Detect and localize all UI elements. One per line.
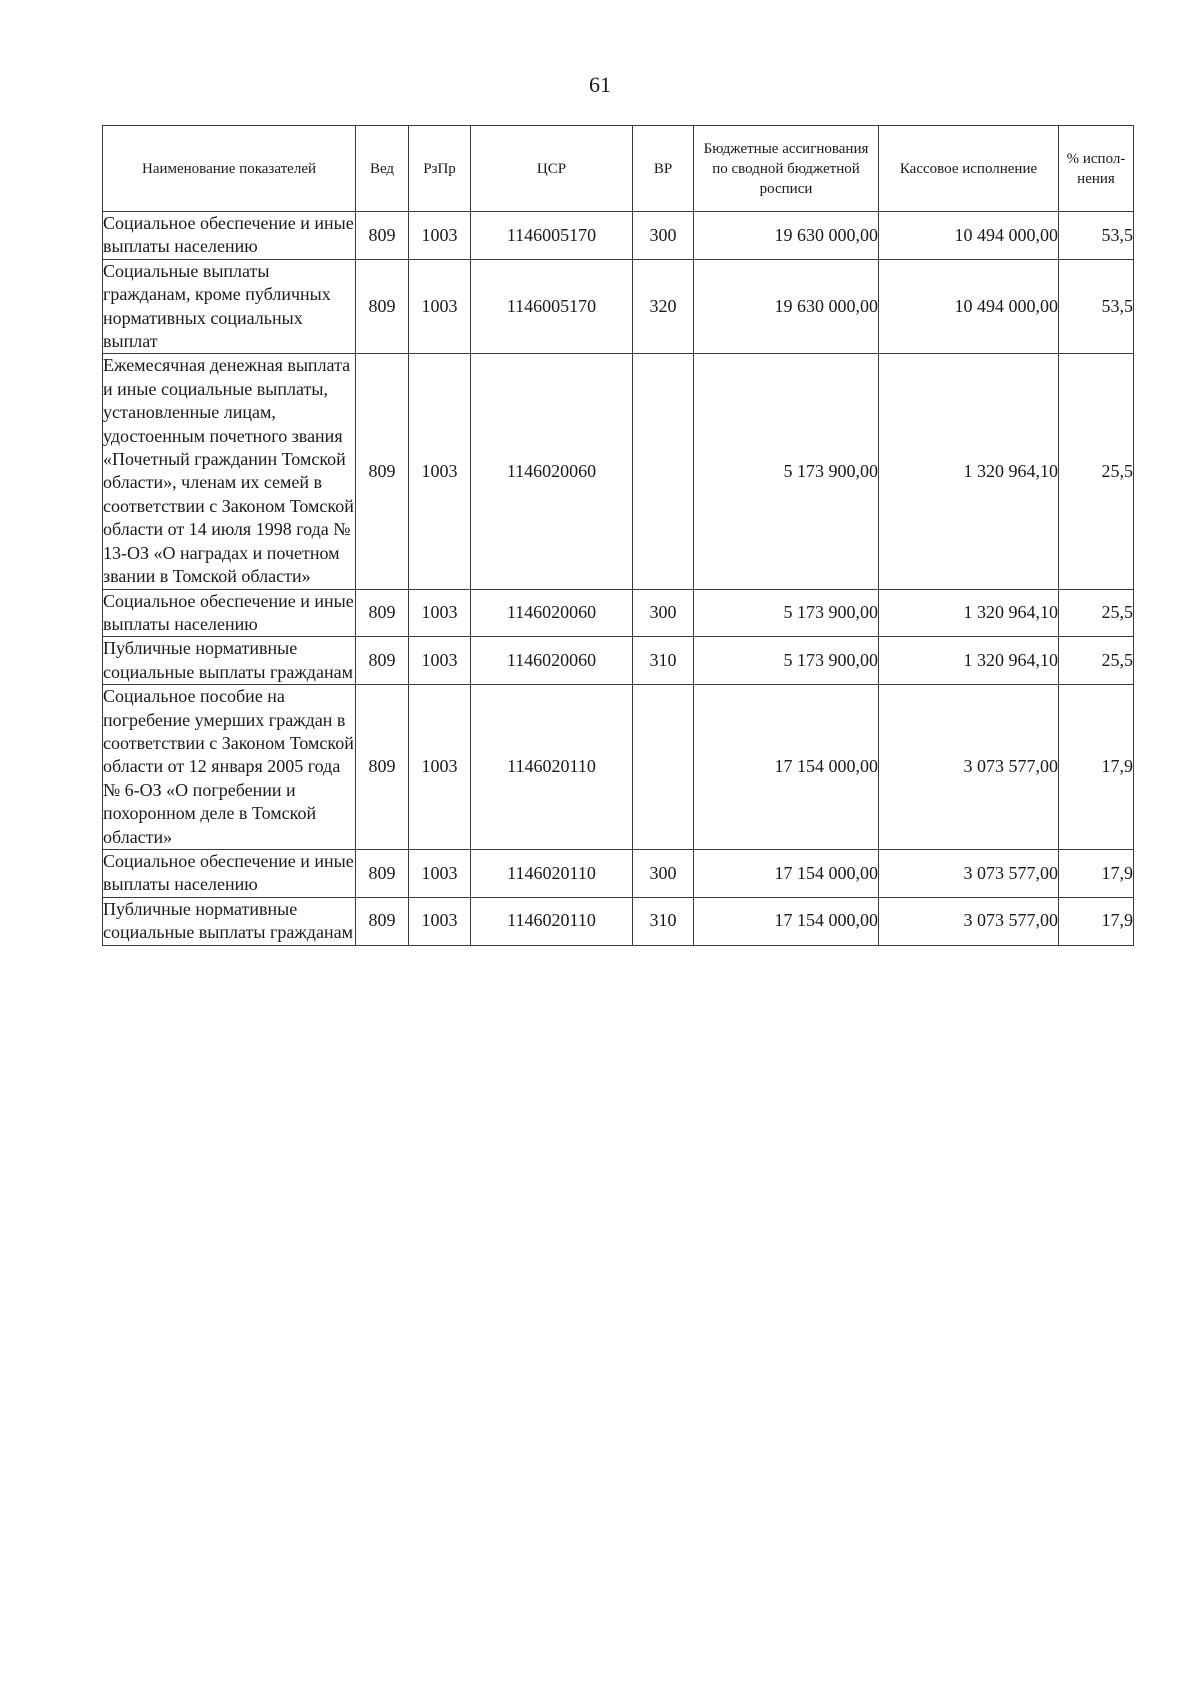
row-cash: 10 494 000,00: [879, 212, 1059, 260]
row-name: Публичные нормативные социальные выплаты гражданам: [103, 637, 356, 685]
table-row: [103, 354, 1134, 589]
row-csr: 1146005170: [471, 259, 633, 354]
page-number: 61: [589, 72, 611, 97]
row-vr: 300: [633, 849, 694, 897]
row-ved: 809: [356, 589, 409, 637]
row-rzpr: 1003: [409, 897, 471, 945]
row-cash: 3 073 577,00: [879, 897, 1059, 945]
row-rzpr: 1003: [409, 354, 471, 589]
row-rzpr: 1003: [409, 637, 471, 685]
row-vr: 320: [633, 259, 694, 354]
header-csr: ЦСР: [471, 126, 633, 212]
row-ved: 809: [356, 849, 409, 897]
row-percent: 17,9: [1059, 685, 1134, 850]
row-name: Публичные нормативные социальные выплаты гражданам: [103, 897, 356, 945]
row-csr: 1146020060: [471, 637, 633, 685]
row-budget: 5 173 900,00: [694, 354, 879, 589]
row-ved: 809: [356, 354, 409, 589]
header-name: Наименование показателей: [103, 126, 356, 212]
header-vr: ВР: [633, 126, 694, 212]
row-percent: 25,5: [1059, 637, 1134, 685]
table-row: [103, 589, 1134, 637]
row-vr: 300: [633, 212, 694, 260]
row-vr: 310: [633, 637, 694, 685]
row-rzpr: 1003: [409, 259, 471, 354]
row-name: Социальное обеспечение и иные выплаты населению: [103, 849, 356, 897]
row-ved: 809: [356, 897, 409, 945]
table-row: [103, 212, 1134, 260]
row-budget: 17 154 000,00: [694, 897, 879, 945]
header-cash: Кассовое исполнение: [879, 126, 1059, 212]
row-cash: 1 320 964,10: [879, 589, 1059, 637]
row-percent: 25,5: [1059, 354, 1134, 589]
row-ved: 809: [356, 685, 409, 850]
row-cash: 3 073 577,00: [879, 685, 1059, 850]
row-name: Социальные выплаты гражданам, кроме публичных нормативных социальных выплат: [103, 259, 356, 354]
table-header: [103, 126, 1134, 212]
row-csr: 1146020110: [471, 897, 633, 945]
row-vr: 310: [633, 897, 694, 945]
row-ved: 809: [356, 259, 409, 354]
row-percent: 25,5: [1059, 589, 1134, 637]
row-ved: 809: [356, 212, 409, 260]
header-rzpr: РзПр: [409, 126, 471, 212]
row-cash: 1 320 964,10: [879, 354, 1059, 589]
row-percent: 17,9: [1059, 897, 1134, 945]
table-row: [103, 637, 1134, 685]
header-percent: % испол-нения: [1059, 126, 1134, 212]
row-budget: 19 630 000,00: [694, 259, 879, 354]
row-cash: 10 494 000,00: [879, 259, 1059, 354]
header-budget: Бюджетные ассигнования по сводной бюджетной росписи: [694, 126, 879, 212]
row-vr: [633, 685, 694, 850]
row-percent: 53,5: [1059, 259, 1134, 354]
row-vr: [633, 354, 694, 589]
row-name: Социальное обеспечение и иные выплаты населению: [103, 212, 356, 260]
row-csr: 1146020110: [471, 849, 633, 897]
row-csr: 1146020060: [471, 589, 633, 637]
row-cash: 3 073 577,00: [879, 849, 1059, 897]
row-cash: 1 320 964,10: [879, 637, 1059, 685]
table-row: [103, 897, 1134, 945]
budget-execution-table: [102, 125, 1134, 946]
row-budget: 17 154 000,00: [694, 849, 879, 897]
table-row: [103, 259, 1134, 354]
row-rzpr: 1003: [409, 589, 471, 637]
row-budget: 5 173 900,00: [694, 589, 879, 637]
row-budget: 5 173 900,00: [694, 637, 879, 685]
row-ved: 809: [356, 637, 409, 685]
row-name: Социальное обеспечение и иные выплаты населению: [103, 589, 356, 637]
row-vr: 300: [633, 589, 694, 637]
row-budget: 17 154 000,00: [694, 685, 879, 850]
row-name: Социальное пособие на погребение умерших граждан в соответствии с Законом Томской области от 12 января 2005 года № 6-ОЗ «О погребении и похоронном деле в Томской области»: [103, 685, 356, 850]
row-rzpr: 1003: [409, 685, 471, 850]
row-rzpr: 1003: [409, 212, 471, 260]
row-name: Ежемесячная денежная выплата и иные социальные выплаты, установленные лицам, удостоенным почетного звания «Почетный гражданин Томской области», членам их семей в соответствии с Законом Томской области от 14 июля 1998 года № 13-ОЗ «О наградах и почетном звании в Томской области»: [103, 354, 356, 589]
row-percent: 53,5: [1059, 212, 1134, 260]
row-csr: 1146020060: [471, 354, 633, 589]
row-csr: 1146020110: [471, 685, 633, 850]
row-csr: 1146005170: [471, 212, 633, 260]
row-rzpr: 1003: [409, 849, 471, 897]
table-body: [103, 212, 1134, 946]
header-ved: Вед: [356, 126, 409, 212]
row-percent: 17,9: [1059, 849, 1134, 897]
table-row: [103, 849, 1134, 897]
table-row: [103, 685, 1134, 850]
row-budget: 19 630 000,00: [694, 212, 879, 260]
